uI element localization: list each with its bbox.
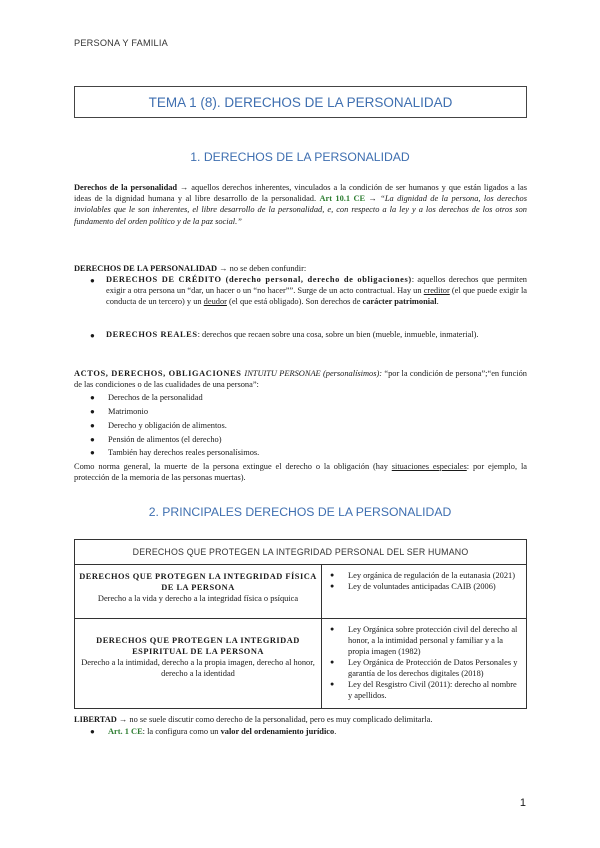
general-rule-text: Como norma general, la muerte de la persona extingue el derecho o la obligación (hay [74,462,392,471]
confusion-paragraph [74,263,527,274]
definition-term: Derechos de la personalidad [74,183,178,192]
article-reference: Art 10.1 CE [319,194,366,204]
physical-integrity-title: DERECHOS QUE PROTEGEN LA INTEGRIDAD FÍSICA DE LA PERSONA [79,572,317,592]
intuitu-personae-paragraph [74,368,527,390]
intuitu-personae-text: “por la condición de persona”;“en función de las condiciones o de las cualidades de una persona”: [74,369,527,390]
general-rule-paragraph [74,461,527,483]
liberty-paragraph [74,714,527,725]
table-row [75,619,527,709]
real-rights-term: DERECHOS REALES [106,330,198,339]
list-item: Pensión de alimentos (el derecho) [108,435,222,444]
list-item: También hay derechos reales personalísimos. [108,448,260,457]
special-situations-term: situaciones especiales [391,462,467,471]
spiritual-integrity-title: DERECHOS QUE PROTEGEN LA INTEGRIDAD ESPIRITUAL DE LA PERSONA [96,636,300,656]
liberty-article-reference: Art. 1 CE [108,727,143,736]
list-item: Derecho y obligación de alimentos. [108,421,227,430]
section-2-heading: 2. PRINCIPALES DERECHOS DE LA PERSONALIDAD [148,505,452,519]
law-item: ● Ley de voluntades anticipadas CAIB (2006) [348,581,520,592]
liberty-article-end: . [334,727,337,736]
list-item: Matrimonio [108,407,149,416]
list-item: Derechos de la personalidad [108,393,203,402]
bullet-icon: ● [90,421,95,430]
table-header: DERECHOS QUE PROTEGEN LA INTEGRIDAD PERSONAL DEL SER HUMANO [75,540,527,565]
physical-integrity-desc: Derecho a la vida y derecho a la integridad física o psíquica [97,594,299,603]
liberty-text: → no se suele discutir como derecho de la personalidad, pero es muy complicado delimitarla. [116,715,433,724]
credit-rights-text-3: (el que está obligado). Son derechos de [226,297,363,307]
confusion-term: DERECHOS DE LA PERSONALIDAD [74,264,218,273]
topic-title: TEMA 1 (8). DERECHOS DE LA PERSONALIDAD [148,95,453,110]
bullet-icon: ● [90,727,95,736]
physical-integrity-cell [75,565,322,619]
intuitu-personae-italic: INTUITU PERSONAE (personalísimos): [244,369,383,378]
legal-order-value-term: valor del ordenamiento jurídico [220,727,335,736]
credit-rights-text-2: (el que puede exigir la conducta de un tercero) y un [106,286,527,307]
credit-rights-end: . [436,297,439,307]
law-item: ● Ley Orgánica de Protección de Datos Personales y garantía de los derechos digitales (2018) [348,657,520,679]
bullet-icon: ● [90,407,95,416]
patrimonial-term: carácter patrimonial [362,297,437,307]
credit-rights-term: DERECHOS DE CRÉDITO (derecho personal, derecho de obligaciones) [106,275,412,284]
bullet-icon: ● [90,393,95,402]
physical-laws-cell [322,565,527,619]
spiritual-integrity-cell [75,619,322,709]
bullet-icon: ● [90,276,95,285]
section-1-heading: 1. DERECHOS DE LA PERSONALIDAD [190,150,410,164]
general-rule-text-2: : por ejemplo, la protección de la memoria de las personas muertas). [74,462,527,483]
spiritual-laws-cell [322,619,527,709]
table-row [75,565,527,619]
article-quote: → “La dignidad de la persona, los derechos inviolables que le son inherentes, el libre desarrollo de la personalidad, e, con respecto a la ley y a los derechos de los otros son fundamento del orden político y de la paz social.” [74,194,527,226]
real-rights-text: : derechos que recaen sobre una cosa, sobre un bien (mueble, inmueble, inmaterial). [197,330,479,339]
running-header: PERSONA Y FAMILIA [74,38,168,48]
spiritual-integrity-desc: Derecho a la intimidad, derecho a la propia imagen, derecho al honor, derecho a la identidad [81,658,315,678]
law-item: ● Ley Orgánica sobre protección civil del derecho al honor, a la intimidad personal y familiar y a la propia imagen (1982) [348,624,520,657]
liberty-term: LIBERTAD [74,715,117,724]
definition-paragraph [74,182,527,227]
bullet-icon: ● [90,435,95,444]
definition-text: → aquellos derechos inherentes, vinculados a la condición de ser humanos y que están ligados a las ideas de la dignidad humana y al libre desarrollo de la personalidad. [74,183,527,204]
topic-title-box [74,86,527,118]
confusion-text: → no se deben confundir: [217,264,307,273]
law-item: ● Ley orgánica de regulación de la eutanasia (2021) [348,570,520,581]
personal-integrity-table [74,539,527,709]
debtor-term: deudor [203,297,227,307]
credit-rights-text: : aquellos derechos que permiten exigir a otra persona un “dar, un hacer o un “no hacer””. Surge de un acto contractual. Hay un [106,275,527,296]
bullet-icon: ● [90,331,95,340]
liberty-article-item [108,726,553,737]
creditor-term: creditor [423,286,450,296]
real-rights-item [106,329,527,340]
law-item: ● Ley del Resgistro Civil (2011): derecho al nombre y apellidos. [348,679,520,701]
credit-rights-item [106,274,527,308]
page-number: 1 [519,797,526,809]
bullet-icon: ● [90,448,95,457]
intuitu-personae-term: ACTOS, DERECHOS, OBLIGACIONES [74,369,245,378]
liberty-article-text: : la configura como un [142,727,221,736]
